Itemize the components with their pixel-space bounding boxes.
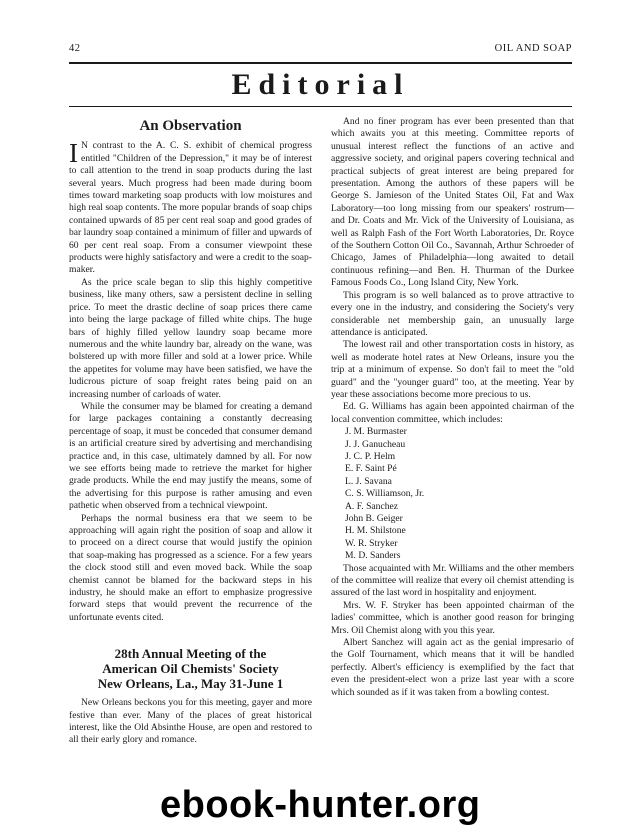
committee-member: J. M. Burmaster [345, 426, 407, 438]
meeting-heading-line-2: American Oil Chemists' Society [102, 661, 279, 677]
article-paragraph-3: While the consumer may be blamed for creating a demand for large packages containing a constantly decreasing percentage of soap, it must be conceded that consumer demand is an artificial creature sired by advertising and merchandising practice and, in this case, ultimately damned by all. For now we see efforts being made to retrieve the market for higher grade products. While the end may justify the means, some of the advertising for this purpose is rather amusing and even pathetic when observed from a technical viewpoint. [69, 400, 312, 512]
meeting-paragraph-3: This program is so well balanced as to prove attractive to every one in the industry, and considering the Society's very considerable net membership gain, an unusually large attendance is anticipated. [331, 289, 574, 338]
article-paragraph-2: As the price scale began to slip this highly competitive business, like many others, saw a persistent decline in selling price. To meet the drastic decline of soap prices there came into being the large package of filled white chips. The huge bars of highly filled yellow laundry soap became more numerous and the white laundry bar, already on the wane, was bolstered up with more filler and sold at a lower price. While the appetites for volume may have been satisfied, we have the ludicrous picture of soap freight rates being paid on an increasing number of carloads of water. [69, 276, 312, 400]
page-number: 42 [69, 43, 81, 54]
committee-member: J. J. Ganucheau [345, 438, 406, 450]
meeting-paragraph-8: Albert Sanchez will again act as the genial impresario of the Golf Tournament, which means that it will be handled perfectly. Albert's efficiency is exemplified by the fact that even the president-elect won a prize last year with a score which sounded as if it was taken from a bowling contest. [331, 637, 574, 698]
meeting-paragraph-6: Those acquainted with Mr. Williams and the other members of the committee will realize that every oil chemist attending is assured of the last word in hospitality and enjoyment. [331, 562, 574, 599]
committee-member: M. D. Sanders [345, 550, 401, 562]
meeting-heading [69, 646, 312, 691]
committee-member: A. F. Sanchez [345, 500, 399, 512]
committee-member: John B. Geiger [345, 513, 403, 524]
watermark: ebook-hunter.org [160, 784, 481, 826]
masthead-bottom-rule [69, 106, 572, 107]
committee-member: W. R. Stryker [345, 537, 398, 549]
committee-member: L. J. Savana [345, 475, 392, 487]
meeting-heading-line-1: 28th Annual Meeting of the [114, 646, 267, 662]
meeting-heading-line-3: New Orleans, La., May 31-June 1 [97, 676, 284, 692]
committee-member: C. S. Williamson, Jr. [345, 488, 425, 500]
committee-member: H. M. Shilstone [345, 525, 406, 537]
article-title: An Observation [139, 118, 242, 134]
drop-cap: I [69, 138, 78, 169]
article-paragraph-1-text: N contrast to the A. C. S. exhibit of chemical progress entitled "Children of the Depression," it may be of interest to call attention to the trend in soap products during the last several years. Much progress had been made during boom times toward marketing soap products with low moistures and high real soap contents. The more popular brands of soap chips contained upwards of 85 per cent real soap and good grades of bar laundry soap contained a minimum of filler and upwards of 60 per cent real soap. From a consumer viewpoint these products were highly satisfactory and were a credit to the soap-maker. [69, 140, 312, 276]
meeting-paragraph-5: Ed. G. Williams has again been appointed chairman of the local convention committee, which includes: [331, 401, 574, 425]
committee-list [345, 426, 574, 562]
article-paragraph-1 [69, 140, 312, 276]
article-paragraph-4: Perhaps the normal business era that we seem to be approaching will again right the position of soap and allow it to proceed on a direct course that would justify the opinion that soap-making has progressed as a science. For a few years the clock stood still and even moved back. While the soap chemist cannot be blamed for the backward steps in his industry, he should make an effort to emphasize progressive forward steps that would prevent the recurrence of the unfortunate events cited. [69, 512, 312, 623]
running-title: OIL AND SOAP [494, 43, 572, 54]
meeting-paragraph-2: And no finer program has ever been presented than that which awaits you at this meeting. Committee reports of unusual interest reflect the functions of an active and aggressive society, and original papers covering technical and practical subjects of great interest are being prepared for presentation. Among the authors of these papers will be George S. Jamieson of the United States Oil, Fat and Wax Laboratory—too long missing from our speakers' rostrum—and Dr. Coats and Mr. Vick of the University of Louisiana, as well as Ralph Fash of the Fort Worth Laboratories, Dr. Royce of the Southern Cotton Oil Co., Savannah, Arthur Schroeder of Chicago, James of Philadelphia—long awaited to detail continuous refining—and Ben. H. Thurman of the Durkee Famous Foods Co., Long Island City, New York. [331, 116, 574, 289]
committee-member: E. F. Saint Pé [345, 463, 397, 475]
masthead-title: Editorial [231, 68, 410, 101]
meeting-paragraph-7: Mrs. W. F. Stryker has been appointed chairman of the ladies' committee, which is another good reason for bringing Mrs. Oil Chemist along with you this year. [331, 599, 574, 636]
right-column [331, 116, 574, 699]
meeting-paragraph-4: The lowest rail and other transportation costs in history, as well as moderate hotel rates at New Orleans, insure you the trip at a minimum of expense. So don't fail to meet the "old guard" and the "younger guard" too, at the meeting. Year by year these associations become more precious to us. [331, 339, 574, 400]
meeting-paragraph-1: New Orleans beckons you for this meeting, gayer and more festive than ever. Many of the places of great historical interest, like the Old Absinthe House, are open and restored to all their early glory and romance. [69, 697, 312, 746]
committee-member: J. C. P. Helm [345, 450, 396, 462]
left-column [69, 116, 312, 747]
